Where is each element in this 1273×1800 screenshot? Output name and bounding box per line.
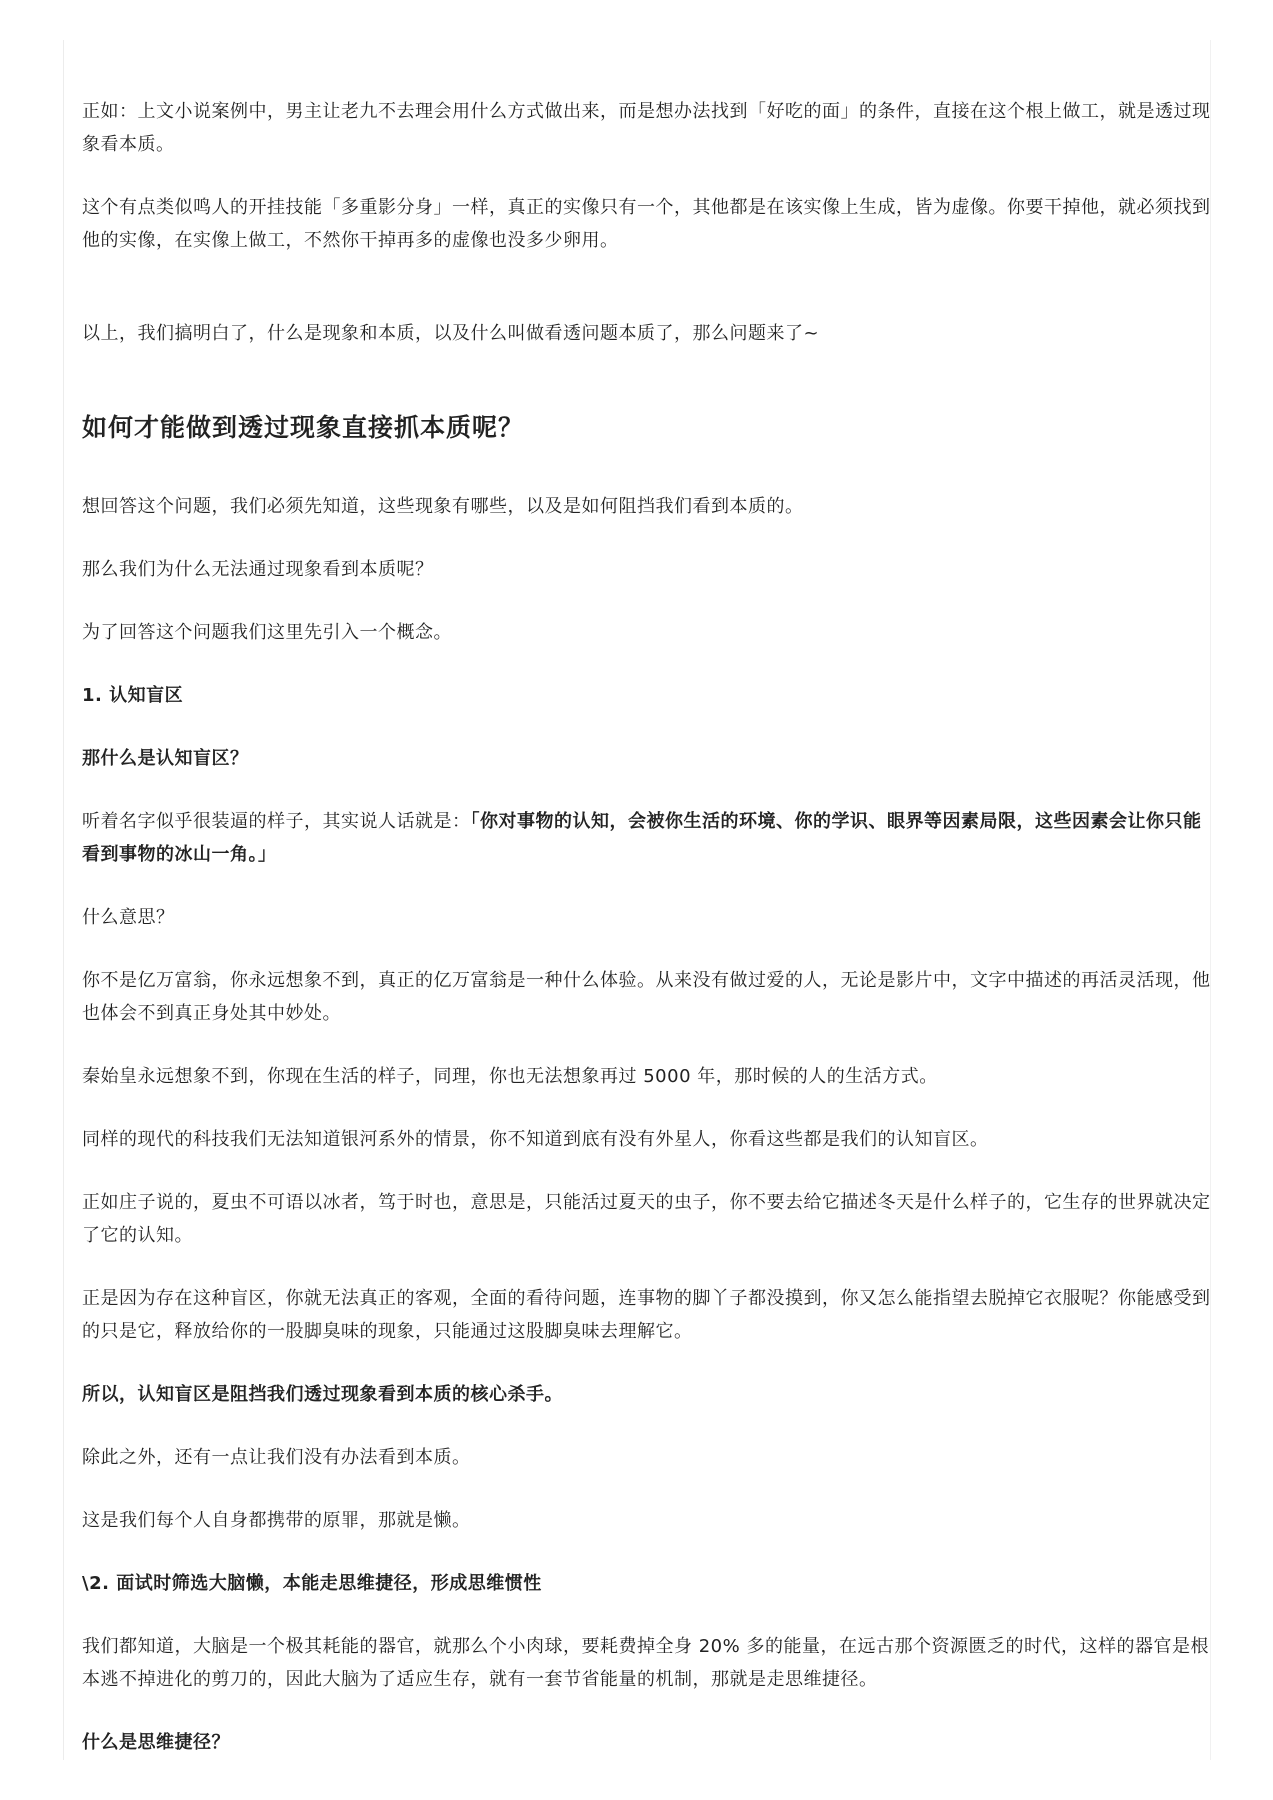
- paragraph: 什么意思？: [82, 907, 175, 928]
- paragraph: 我们都知道，大脑是一个极其耗能的器官，就那么个小肉球，要耗费掉全身 20% 多的能量，在远古那个资源匮乏的时代，这样的器官是根本逃不掉进化的剪刀的，因此大脑为了适应生存，就有一套节省能量的机制，那就是走思维捷径。: [82, 1636, 1209, 1690]
- paragraph: 这是我们每个人自身都携带的原罪，那就是懒。: [82, 1510, 471, 1531]
- paragraph: 那么我们为什么无法通过现象看到本质呢？: [82, 559, 434, 580]
- subheading-question: 那什么是认知盲区？: [82, 748, 249, 769]
- emphasis-text: 「你对事物的认知，会被你生活的环境、你的学识、眼界等因素局限，这些因素会让你只能看到事物的冰山一角。」: [82, 811, 1202, 865]
- article-body: [82, 95, 1212, 1789]
- paragraph: 正如庄子说的，夏虫不可语以冰者，笃于时也，意思是，只能活过夏天的虫子，你不要去给它描述冬天是什么样子的，它生存的世界就决定了它的认知。: [82, 1192, 1211, 1246]
- paragraph-with-emphasis: [82, 805, 1212, 871]
- paragraph: 正如：上文小说案例中，男主让老九不去理会用什么方式做出来，而是想办法找到「好吃的面」的条件，直接在这个根上做工，就是透过现象看本质。: [82, 101, 1211, 155]
- paragraph: 同样的现代的科技我们无法知道银河系外的情景，你不知道到底有没有外星人，你看这些都是我们的认知盲区。: [82, 1129, 989, 1150]
- paragraph: 以上，我们搞明白了，什么是现象和本质，以及什么叫做看透问题本质了，那么问题来了~: [82, 323, 820, 344]
- paragraph: 除此之外，还有一点让我们没有办法看到本质。: [82, 1447, 471, 1468]
- paragraph: 你不是亿万富翁，你永远想象不到，真正的亿万富翁是一种什么体验。从来没有做过爱的人，无论是影片中，文字中描述的再活灵活现，他也体会不到真正身处其中妙处。: [82, 970, 1211, 1024]
- paragraph: 正是因为存在这种盲区，你就无法真正的客观，全面的看待问题，连事物的脚丫子都没摸到，你又怎么能指望去脱掉它衣服呢？你能感受到的只是它，释放给你的一股脚臭味的现象，只能通过这股脚臭味去理解它。: [82, 1288, 1211, 1342]
- paragraph: 想回答这个问题，我们必须先知道，这些现象有哪些，以及是如何阻挡我们看到本质的。: [82, 496, 804, 517]
- paragraph: 这个有点类似鸣人的开挂技能「多重影分身」一样，真正的实像只有一个，其他都是在该实像上生成，皆为虚像。你要干掉他，就必须找到他的实像，在实像上做工，不然你干掉再多的虚像也没多少卵用。: [82, 197, 1211, 251]
- paragraph: 秦始皇永远想象不到，你现在生活的样子，同理，你也无法想象再过 5000 年，那时候的人的生活方式。: [82, 1066, 938, 1087]
- subheading: 1. 认知盲区: [82, 685, 184, 706]
- subheading-question: 什么是思维捷径？: [82, 1732, 230, 1753]
- paragraph: 为了回答这个问题我们这里先引入一个概念。: [82, 622, 452, 643]
- section-heading: 如何才能做到透过现象直接抓本质呢？: [82, 413, 525, 442]
- left-margin-line: [63, 40, 64, 1760]
- paragraph-text: 听着名字似乎很装逼的样子，其实说人话就是：: [82, 811, 471, 832]
- subheading: \2. 面试时筛选大脑懒，本能走思维捷径，形成思维惯性: [82, 1573, 542, 1594]
- emphasis-paragraph: 所以，认知盲区是阻挡我们透过现象看到本质的核心杀手。: [82, 1384, 563, 1405]
